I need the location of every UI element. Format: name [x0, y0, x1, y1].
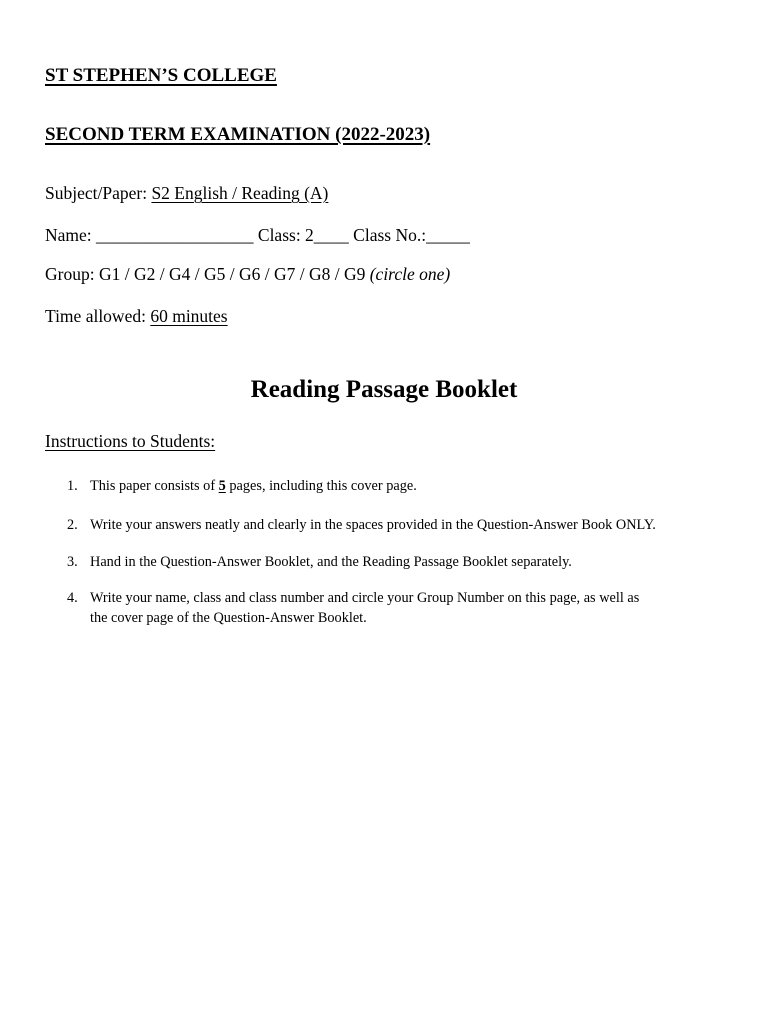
instruction-text: Hand in the Question-Answer Booklet, and the Reading Passage Booklet separately. [90, 554, 572, 570]
instruction-text-line-2: the cover page of the Question-Answer Booklet. [90, 610, 367, 626]
instruction-number: 2. [67, 517, 78, 533]
instruction-number: 1. [67, 478, 78, 494]
instruction-text: pages, including this cover page. [225, 478, 417, 494]
instructions-heading: Instructions to Students: [45, 431, 216, 451]
college-name: ST STEPHEN’S COLLEGE [45, 65, 277, 86]
subject-value: S2 English / Reading (A) [151, 183, 329, 203]
instruction-item-4 [45, 588, 705, 628]
group-note: (circle one) [369, 264, 451, 284]
instruction-item-2 [45, 515, 705, 535]
time-value: 60 minutes [150, 306, 228, 326]
instruction-text: This paper consists of [90, 478, 219, 494]
instruction-number: 4. [67, 590, 78, 606]
subject-label: Subject/Paper: [45, 183, 152, 203]
time-line [45, 306, 228, 327]
instruction-number: 3. [67, 554, 78, 570]
instruction-text: Write your answers neatly and clearly in the spaces provided in the Question-Answer Book ONLY. [90, 517, 656, 533]
booklet-title: Reading Passage Booklet [250, 376, 518, 403]
exam-title: SECOND TERM EXAMINATION (2022-2023) [45, 124, 431, 145]
instruction-item-3 [45, 552, 705, 572]
subject-line [45, 183, 328, 204]
instruction-item-1 [45, 476, 705, 496]
time-label: Time allowed: [45, 306, 151, 326]
group-line [45, 264, 450, 285]
group-options: Group: G1 / G2 / G4 / G5 / G6 / G7 / G8 / G9 [45, 264, 370, 284]
instructions-list [45, 476, 705, 628]
name-class-line: Name: __________________ Class: 2____ Class No.:_____ [45, 225, 470, 245]
page-count: 5 [218, 478, 226, 494]
instruction-text-line-1: Write your name, class and class number and circle your Group Number on this page, as well as [90, 590, 640, 606]
